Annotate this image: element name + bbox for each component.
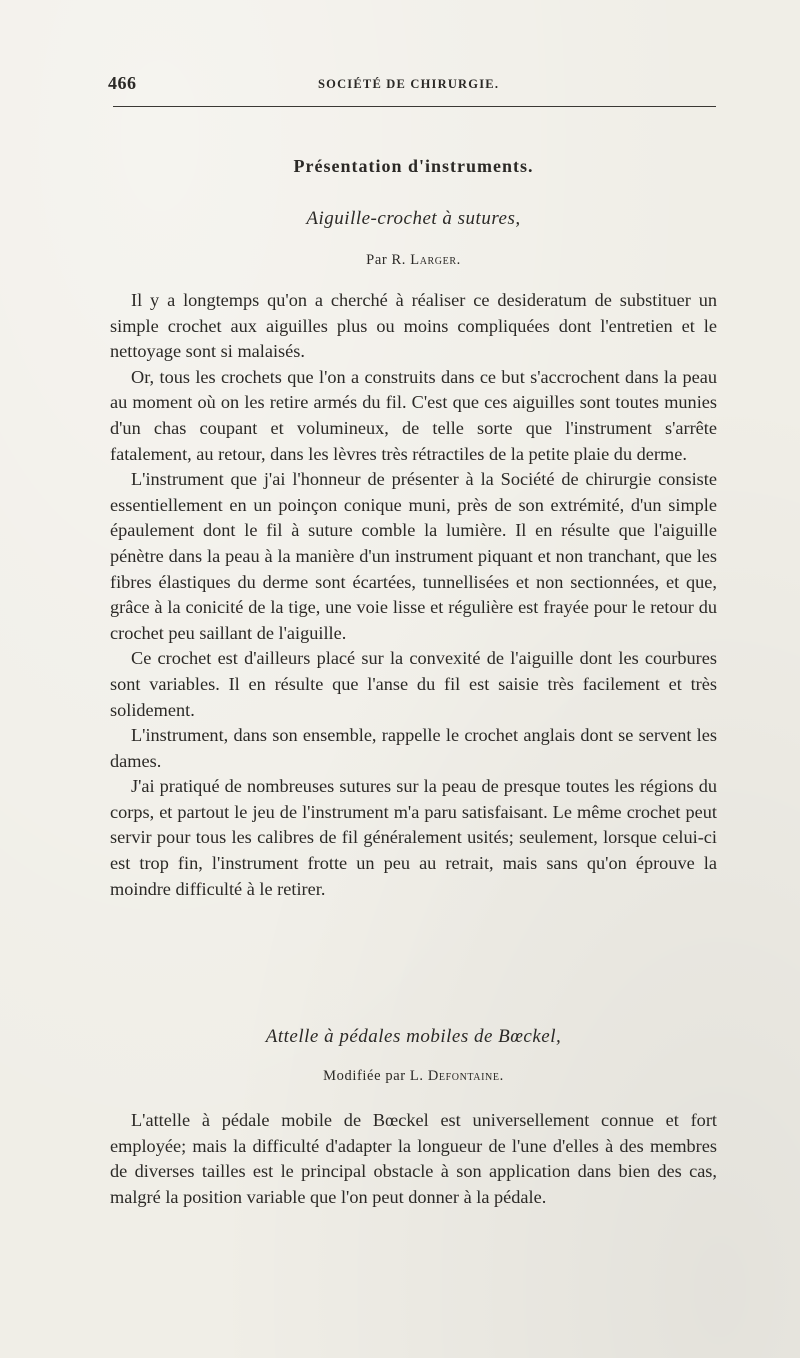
byline-suffix: . [499,1068,504,1084]
paragraph: J'ai pratiqué de nombreuses sutures sur la peau de presque toutes les régions du corps, et partout le jeu de l'instrument m'a paru satisfaisant. Le même crochet peut servir pour tous les calibres de fil généralement usités; seulement, lorsque celui-ci est trop fin, l'instrument frotte un peu au retrait, mais sans qu'on éprouve la moindre difficulté à le retirer. [110,776,717,899]
article-title: Attelle à pédales mobiles de Bœckel, [265,1026,562,1047]
paragraph: L'instrument, dans son ensemble, rappelle le crochet anglais dont se servent les dames. [110,725,717,771]
article-title: Aiguille-crochet à sutures, [306,208,521,229]
article-byline [110,1068,717,1085]
section-title: Présentation d'instruments. [293,156,534,176]
paragraph: L'attelle à pédale mobile de Bœckel est universellement connue et fort employée; mais la difficulté d'adapter la longueur de l'une d'elles à des membres de diverses tailles est le principal obstacle à son application dans bien des cas, malgré la position variable que l'on peut donner à la pédale. [110,1110,717,1207]
page-number: 466 [108,73,137,93]
author-name: Defontaine [427,1068,500,1084]
running-head: SOCIÉTÉ DE CHIRURGIE. [318,77,500,91]
author-name: Larger [410,252,457,268]
byline-suffix: . [456,252,461,268]
paragraph: Or, tous les crochets que l'on a construits dans ce but s'accrochent dans la peau au moment où on les retire armés du fil. C'est que ces aiguilles sont toutes munies d'un chas coupant et volumineux, de telle sorte que l'instrument s'arrête fatalement, au retour, dans les lèvres très rétractiles de la petite plaie du derme. [110,366,717,464]
paragraph: Ce crochet est d'ailleurs placé sur la convexité de l'aiguille dont les courbures sont variables. Il en résulte que l'anse du fil est saisie très facilement et très solidement. [110,648,717,720]
header-rule [113,106,716,107]
byline-prefix: Modifiée par L. [323,1068,424,1084]
article-body [110,288,717,902]
paragraph: Il y a longtemps qu'on a cherché à réaliser ce desideratum de substituer un simple crochet aux aiguilles plus ou moins compliquées dont l'entretien et le nettoyage sont si malaisés. [110,290,717,362]
article-byline [110,252,717,269]
page-header [108,73,716,97]
paragraph: L'instrument que j'ai l'honneur de présenter à la Société de chirurgie consiste essentiellement en un poinçon conique muni, près de son extrémité, d'un simple épaulement dont le fil à suture comble la lumière. Il en résulte que l'aiguille pénètre dans la peau à la manière d'un instrument piquant et non tranchant, que les fibres élastiques du derme sont écartées, tunnellisées et non sectionnées, et que, grâce à la conicité de la tige, une voie lisse et régulière est frayée pour le retour du crochet peu saillant de l'aiguille. [110,469,717,643]
article-body [110,1108,717,1210]
byline-prefix: Par R. [366,252,407,268]
